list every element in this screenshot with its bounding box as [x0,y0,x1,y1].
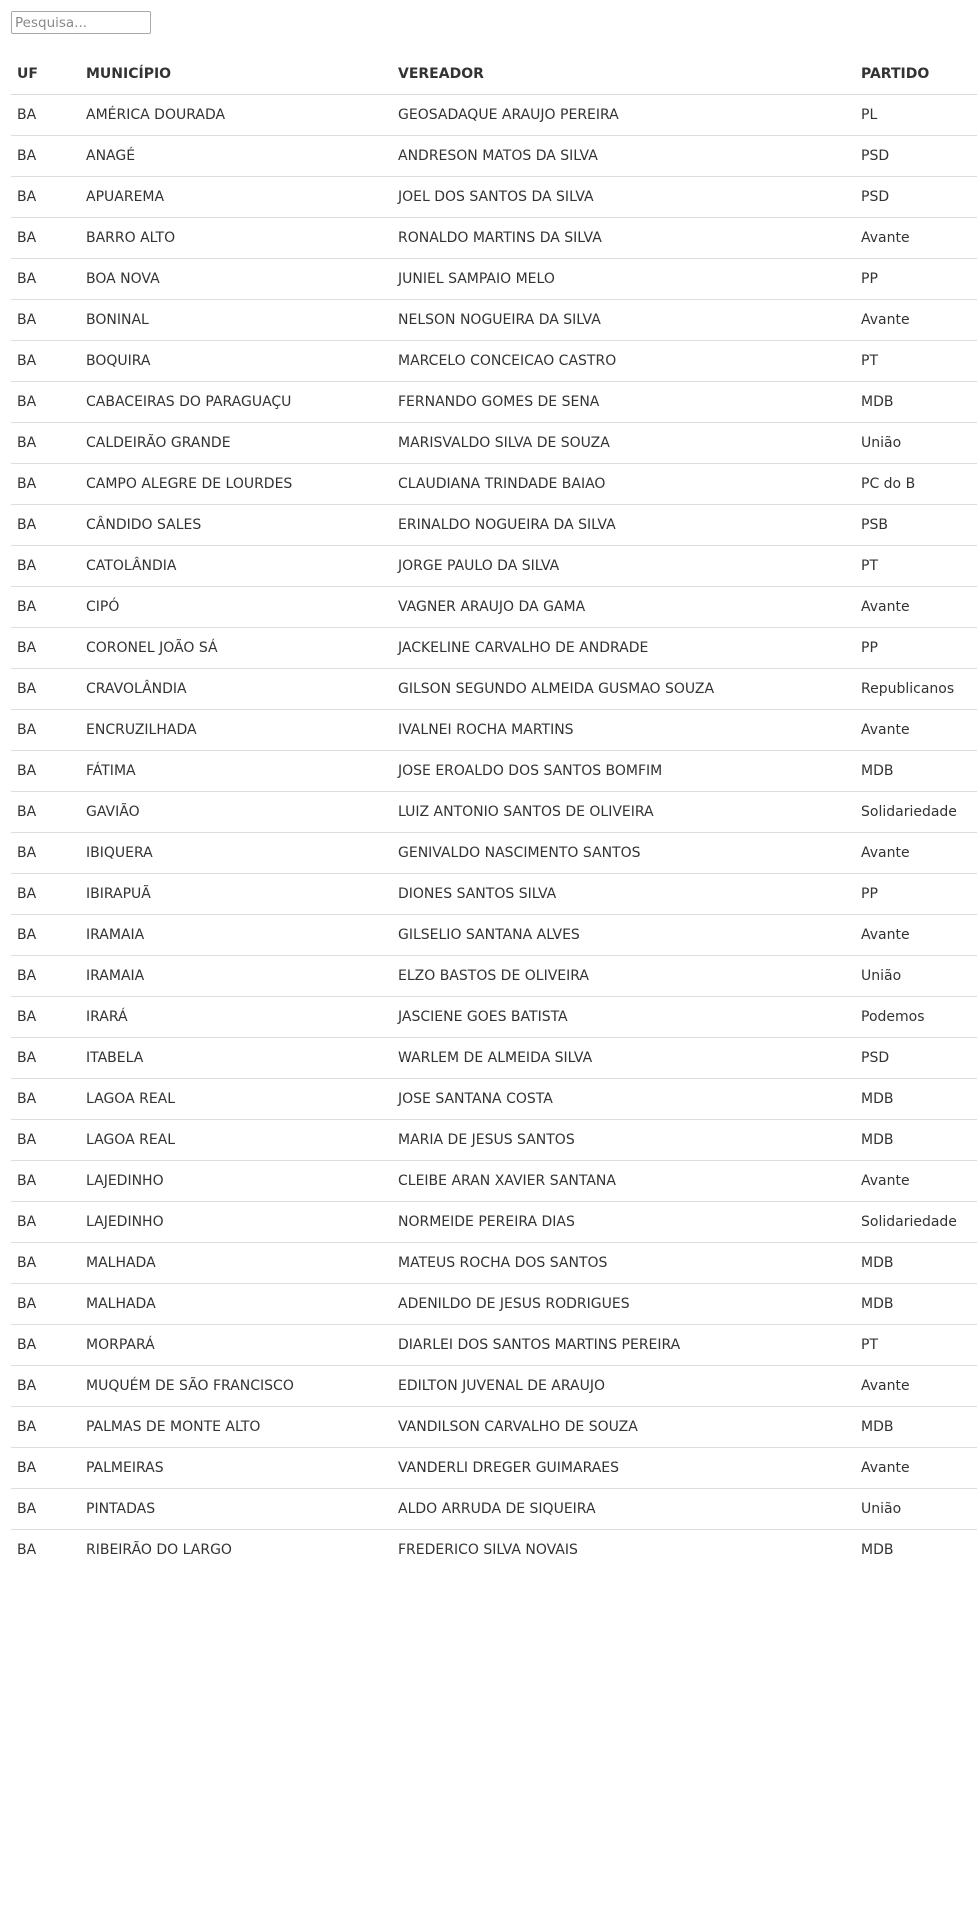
cell-municipio: GAVIÃO [80,792,392,833]
cell-uf: BA [11,710,80,751]
cell-uf: BA [11,833,80,874]
cell-vereador: ADENILDO DE JESUS RODRIGUES [392,1284,855,1325]
cell-partido: MDB [861,1542,894,1558]
column-header-partido[interactable]: PARTIDO [855,53,977,95]
table-row [11,505,977,546]
table-row [11,915,977,956]
table-row [11,792,977,833]
table-header-row [11,53,977,95]
results-table-container [11,53,977,1570]
cell-municipio: IRAMAIA [80,956,392,997]
cell-partido: MDB [855,382,977,423]
cell-uf: BA [11,1120,80,1161]
cell-vereador: MARCELO CONCEICAO CASTRO [392,341,855,382]
cell-partido: PP [855,259,977,300]
table-row [11,997,977,1038]
cell-vereador: NORMEIDE PEREIRA DIAS [392,1202,855,1243]
search-box [11,11,151,34]
table-row [11,587,977,628]
table-row [11,1079,977,1120]
cell-vereador: GENIVALDO NASCIMENTO SANTOS [392,833,855,874]
table-row [11,136,977,177]
cell-municipio: LAJEDINHO [80,1202,392,1243]
cell-vereador: DIONES SANTOS SILVA [392,874,855,915]
cell-uf: BA [11,300,80,341]
cell-uf: BA [11,1161,80,1202]
table-row [11,300,977,341]
cell-partido: Avante [855,1366,977,1407]
cell-vereador: EDILTON JUVENAL DE ARAUJO [392,1366,855,1407]
table-row [11,1120,977,1161]
cell-partido: MDB [855,751,977,792]
cell-municipio: APUAREMA [80,177,392,218]
cell-municipio: ANAGÉ [80,136,392,177]
column-header-municipio[interactable]: MUNICÍPIO [80,53,392,95]
cell-vereador: ALDO ARRUDA DE SIQUEIRA [392,1489,855,1530]
cell-municipio: IBIQUERA [80,833,392,874]
cell-uf: BA [11,1366,80,1407]
cell-vereador: IVALNEI ROCHA MARTINS [392,710,855,751]
cell-partido: MDB [855,1079,977,1120]
cell-vereador: ANDRESON MATOS DA SILVA [392,136,855,177]
cell-vereador: JUNIEL SAMPAIO MELO [392,259,855,300]
cell-vereador: GEOSADAQUE ARAUJO PEREIRA [392,95,855,136]
table-row [11,956,977,997]
cell-municipio: AMÉRICA DOURADA [80,95,392,136]
cell-partido: Avante [855,1161,977,1202]
cell-municipio: LAGOA REAL [80,1120,392,1161]
cell-vereador: JOSE SANTANA COSTA [392,1079,855,1120]
cell-partido: PP [855,874,977,915]
cell-vereador: JOSE EROALDO DOS SANTOS BOMFIM [392,751,855,792]
cell-vereador: DIARLEI DOS SANTOS MARTINS PEREIRA [392,1325,855,1366]
cell-uf: BA [11,218,80,259]
cell-municipio: LAGOA REAL [80,1079,392,1120]
table-row [11,1489,977,1530]
cell-vereador: GILSON SEGUNDO ALMEIDA GUSMAO SOUZA [392,669,855,710]
cell-uf: BA [11,1448,80,1489]
table-row [11,259,977,300]
cell-municipio: BOQUIRA [80,341,392,382]
cell-vereador: VANDILSON CARVALHO DE SOUZA [392,1407,855,1448]
cell-partido: PC do B [855,464,977,505]
table-row [11,1161,977,1202]
cell-uf: BA [11,956,80,997]
cell-uf: BA [11,1202,80,1243]
table-row [11,382,977,423]
column-header-vereador[interactable]: VEREADOR [392,53,855,95]
cell-partido: PT [855,1325,977,1366]
cell-partido: PL [855,95,977,136]
cell-municipio: PINTADAS [80,1489,392,1530]
table-row [11,1325,977,1366]
cell-municipio: ITABELA [80,1038,392,1079]
cell-partido: Avante [855,710,977,751]
search-input[interactable] [11,11,151,34]
cell-uf: BA [11,1325,80,1366]
cell-municipio: CIPÓ [80,587,392,628]
cell-partido: PSD [855,1038,977,1079]
cell-vereador: MARISVALDO SILVA DE SOUZA [392,423,855,464]
cell-uf: BA [11,136,80,177]
table-row [11,1202,977,1243]
table-row [11,1366,977,1407]
cell-municipio: MALHADA [80,1284,392,1325]
table-row [11,341,977,382]
table-row [11,95,977,136]
cell-partido: MDB [855,1120,977,1161]
cell-uf: BA [17,1542,37,1558]
table-body [11,95,977,1571]
cell-vereador: WARLEM DE ALMEIDA SILVA [392,1038,855,1079]
cell-partido: União [855,423,977,464]
cell-partido: PT [855,546,977,587]
cell-uf: BA [11,1284,80,1325]
cell-vereador: VAGNER ARAUJO DA GAMA [392,587,855,628]
cell-vereador: NELSON NOGUEIRA DA SILVA [392,300,855,341]
cell-vereador: LUIZ ANTONIO SANTOS DE OLIVEIRA [392,792,855,833]
cell-partido: Avante [855,915,977,956]
cell-vereador: JOEL DOS SANTOS DA SILVA [392,177,855,218]
cell-vereador: RONALDO MARTINS DA SILVA [392,218,855,259]
cell-municipio: PALMEIRAS [80,1448,392,1489]
cell-vereador: MARIA DE JESUS SANTOS [392,1120,855,1161]
table-row [11,546,977,587]
table-row [11,751,977,792]
cell-uf: BA [11,628,80,669]
cell-uf: BA [11,423,80,464]
cell-uf: BA [11,177,80,218]
cell-uf: BA [11,997,80,1038]
cell-uf: BA [11,259,80,300]
cell-vereador: FREDERICO SILVA NOVAIS [398,1542,578,1558]
cell-municipio: CATOLÂNDIA [80,546,392,587]
table-row [11,1407,977,1448]
cell-municipio: IBIRAPUÃ [80,874,392,915]
cell-vereador: VANDERLI DREGER GUIMARAES [392,1448,855,1489]
cell-municipio: IRARÁ [80,997,392,1038]
cell-uf: BA [11,874,80,915]
cell-partido: PT [855,341,977,382]
table-row [11,1448,977,1489]
cell-vereador: JASCIENE GOES BATISTA [392,997,855,1038]
cell-uf: BA [11,546,80,587]
cell-partido: Avante [855,833,977,874]
cell-municipio: MUQUÉM DE SÃO FRANCISCO [80,1366,392,1407]
cell-municipio: CRAVOLÂNDIA [80,669,392,710]
table-row [11,1243,977,1284]
cell-vereador: JACKELINE CARVALHO DE ANDRADE [392,628,855,669]
cell-uf: BA [11,382,80,423]
cell-uf: BA [11,669,80,710]
cell-partido: PSB [855,505,977,546]
table-row [11,628,977,669]
table-row [11,833,977,874]
cell-partido: União [855,1489,977,1530]
cell-partido: MDB [855,1407,977,1448]
cell-municipio: CALDEIRÃO GRANDE [80,423,392,464]
table-row [11,1284,977,1325]
cell-municipio: CÂNDIDO SALES [80,505,392,546]
cell-partido: Avante [855,300,977,341]
cell-vereador: MATEUS ROCHA DOS SANTOS [392,1243,855,1284]
cell-municipio: FÁTIMA [80,751,392,792]
cell-municipio: MORPARÁ [80,1325,392,1366]
cell-partido: Avante [855,1448,977,1489]
cell-partido: Solidariedade [855,792,977,833]
cell-partido: PSD [855,136,977,177]
cell-partido: Solidariedade [855,1202,977,1243]
column-header-uf[interactable]: UF [11,53,80,95]
cell-partido: Avante [855,218,977,259]
cell-uf: BA [11,1243,80,1284]
cell-municipio: RIBEIRÃO DO LARGO [86,1542,232,1558]
table-row [11,669,977,710]
cell-municipio: BONINAL [80,300,392,341]
cell-vereador: FERNANDO GOMES DE SENA [392,382,855,423]
table-header [11,53,977,95]
cell-municipio: LAJEDINHO [80,1161,392,1202]
table-row [11,874,977,915]
cell-partido: MDB [855,1284,977,1325]
cell-uf: BA [11,915,80,956]
cell-uf: BA [11,587,80,628]
cell-uf: BA [11,95,80,136]
cell-uf: BA [11,751,80,792]
cell-uf: BA [11,1038,80,1079]
cell-uf: BA [11,1407,80,1448]
cell-uf: BA [11,341,80,382]
cell-partido: Republicanos [855,669,977,710]
table-row [11,1530,977,1571]
table-row [11,1038,977,1079]
cell-partido: Podemos [855,997,977,1038]
results-table [11,53,977,1570]
cell-municipio: PALMAS DE MONTE ALTO [80,1407,392,1448]
cell-vereador: GILSELIO SANTANA ALVES [392,915,855,956]
cell-municipio: CABACEIRAS DO PARAGUAÇU [80,382,392,423]
cell-municipio: BOA NOVA [80,259,392,300]
cell-uf: BA [11,505,80,546]
cell-vereador: JORGE PAULO DA SILVA [392,546,855,587]
cell-partido: União [855,956,977,997]
cell-municipio: BARRO ALTO [80,218,392,259]
cell-municipio: CORONEL JOÃO SÁ [80,628,392,669]
cell-municipio: ENCRUZILHADA [80,710,392,751]
cell-partido: PSD [855,177,977,218]
cell-partido: MDB [855,1243,977,1284]
cell-partido: PP [855,628,977,669]
cell-uf: BA [11,1079,80,1120]
cell-vereador: CLEIBE ARAN XAVIER SANTANA [392,1161,855,1202]
table-row [11,218,977,259]
cell-municipio: CAMPO ALEGRE DE LOURDES [80,464,392,505]
cell-municipio: IRAMAIA [80,915,392,956]
cell-uf: BA [11,464,80,505]
table-row [11,710,977,751]
cell-vereador: ELZO BASTOS DE OLIVEIRA [392,956,855,997]
cell-municipio: MALHADA [80,1243,392,1284]
table-row [11,464,977,505]
cell-vereador: CLAUDIANA TRINDADE BAIAO [392,464,855,505]
cell-partido: Avante [855,587,977,628]
table-row [11,423,977,464]
cell-vereador: ERINALDO NOGUEIRA DA SILVA [392,505,855,546]
cell-uf: BA [11,1489,80,1530]
table-row [11,177,977,218]
cell-uf: BA [11,792,80,833]
